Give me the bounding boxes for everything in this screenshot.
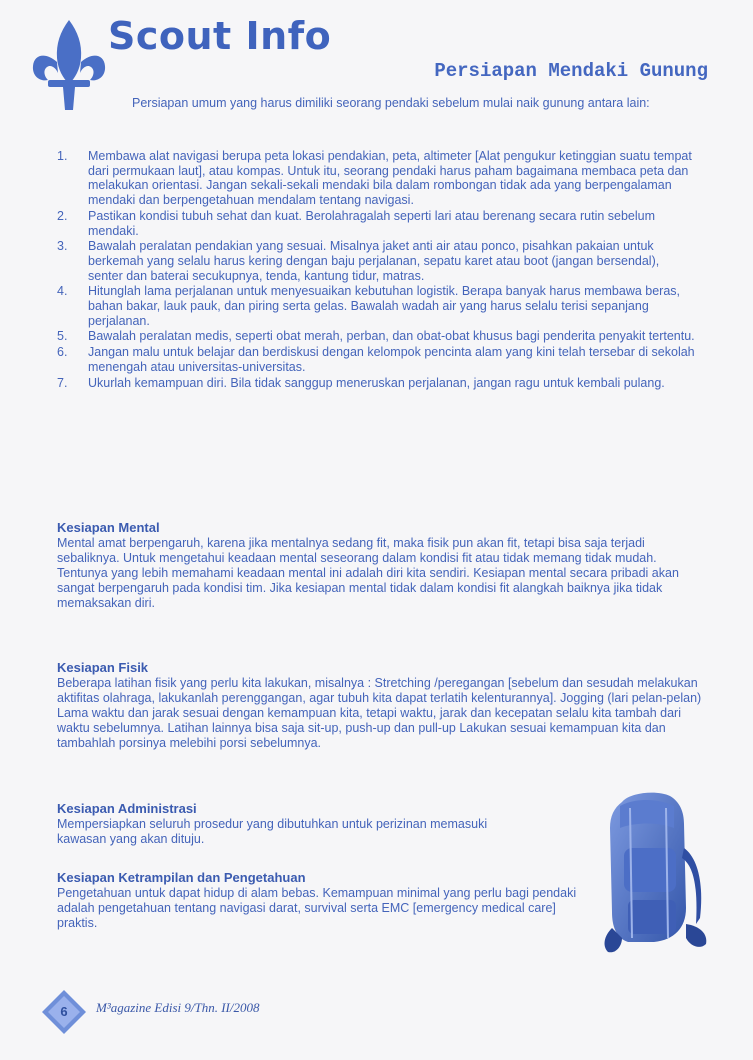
list-item <box>57 345 697 374</box>
list-number: 6. <box>57 345 68 360</box>
footer-edition: M³agazine Edisi 9/Thn. II/2008 <box>96 1000 260 1015</box>
section-heading: Kesiapan Administrasi <box>57 801 197 816</box>
fleur-de-lis-icon <box>30 18 108 114</box>
list-number: 1. <box>57 149 68 163</box>
section-mental <box>57 520 707 611</box>
section-body: Mempersiapkan seluruh prosedur yang dibutuhkan untuk perizinan memasuki kawasan yang akan dituju. <box>57 817 488 846</box>
list-number: 3. <box>57 239 68 254</box>
section-body: Pengetahuan untuk dapat hidup di alam bebas. Kemampuan minimal yang perlu bagi pendaki adalah pengetahuan tentang navigasi darat, survival serta EMC [emergency medical care] praktis. <box>57 886 577 930</box>
section-heading: Kesiapan Ketrampilan dan Pengetahuan <box>57 870 306 885</box>
preparation-list <box>57 149 697 391</box>
list-number: 2. <box>57 208 68 223</box>
list-text: Pastikan kondisi tubuh sehat dan kuat. Berolahragalah seperti lari atau berenang secara rutin sebelum mendaki. <box>88 208 656 238</box>
section-heading: Kesiapan Fisik <box>57 660 149 675</box>
section-ketrampilan <box>57 870 592 931</box>
list-number: 7. <box>57 375 68 390</box>
list-number: 4. <box>57 284 68 299</box>
list-item <box>57 239 697 283</box>
section-heading: Kesiapan Mental <box>57 520 160 535</box>
section-fisik <box>57 660 707 751</box>
list-text: Hitunglah lama perjalanan untuk menyesuaikan kebutuhan logistik. Berapa banyak harus membawa beras, bahan bakar, lauk pauk, dan piring serta gelas. Bawalah wadah air yang harus selalu terisi sepanjang perjalanan. <box>88 284 681 328</box>
section-administrasi <box>57 801 537 847</box>
list-item <box>57 376 697 391</box>
list-text: Bawalah peralatan pendakian yang sesuai. Misalnya jaket anti air atau ponco, pisahkan pakaian untuk berkemah yang selalu harus kering dengan baju perjalanan, sepatu karet atau boot (jangan bersendal), senter dan baterai secukupnya, tenda, kantung tidur, matras. <box>88 239 660 283</box>
section-body: Mental amat berpengaruh, karena jika mentalnya sedang fit, maka fisik pun akan fit, tetapi bisa saja terjadi sebaliknya. Untuk mengetahui keadaan mental seseorang dalam kondisi fit atau tidak memang tidak mudah. Tentunya yang lebih memahami keadaan mental ini adalah diri kita sendiri. Kesiapan mental secara pribadi akan sangat berpengaruh pada kondisi tim. Jika kesiapan mental tidak dalam kondisi fit alangkah baiknya jika tidak memaksakan diri. <box>57 536 679 610</box>
section-body: Beberapa latihan fisik yang perlu kita lakukan, misalnya : Stretching /peregangan [sebelum dan sesudah melakukan aktifitas olahraga, lakukanlah perenggangan, agar tubuh kita dapat terlatih kelenturannya]. Jogging (lari pelan-pelan) Lama waktu dan jarak sesuai dengan kemampuan kita, tetapi waktu, jarak dan kecepatan selalu kita tambah dari waktu sebelumnya. Latihan lainnya bisa saja sit-up, push-up dan pull-up Lakukan sesuai kemampuan kita dan tambahlah porsinya melebihi porsi sebelumnya. <box>57 676 702 750</box>
list-item <box>57 149 697 208</box>
article-title: Persiapan Mendaki Gunung <box>434 60 708 82</box>
list-text: Membawa alat navigasi berupa peta lokasi pendakian, peta, altimeter [Alat pengukur ketinggian suatu tempat dari permukaan laut], atau kompas. Untuk itu, seorang pendaki harus paham bagaimana membaca peta dan melakukan orientasi. Jangan sekali-sekali mendaki bila dalam rombongan tidak ada yang berpengalaman mendaki dan berpengetahuan mendalam tentang navigasi. <box>88 149 692 208</box>
list-item <box>57 284 697 328</box>
list-text: Jangan malu untuk belajar dan berdiskusi dengan kelompok pencinta alam yang kini telah tersebar di sekolah menengah atau universitas-universitas. <box>88 345 695 374</box>
list-text: Ukurlah kemampuan diri. Bila tidak sanggup meneruskan perjalanan, jangan ragu untuk kembali pulang. <box>88 375 665 390</box>
backpack-icon <box>600 788 712 958</box>
intro-paragraph: Persiapan umum yang harus dimiliki seorang pendaki sebelum mulai naik gunung antara lain: <box>132 96 650 110</box>
list-text: Bawalah peralatan medis, seperti obat merah, perban, dan obat-obat khusus bagi penderita penyakit tertentu. <box>88 329 695 344</box>
list-item <box>57 209 697 238</box>
list-number: 5. <box>57 329 68 344</box>
list-item <box>57 329 697 344</box>
page-badge <box>40 988 88 1036</box>
brand-title: Scout Info <box>108 14 332 58</box>
page-number: 6 <box>60 1004 68 1019</box>
